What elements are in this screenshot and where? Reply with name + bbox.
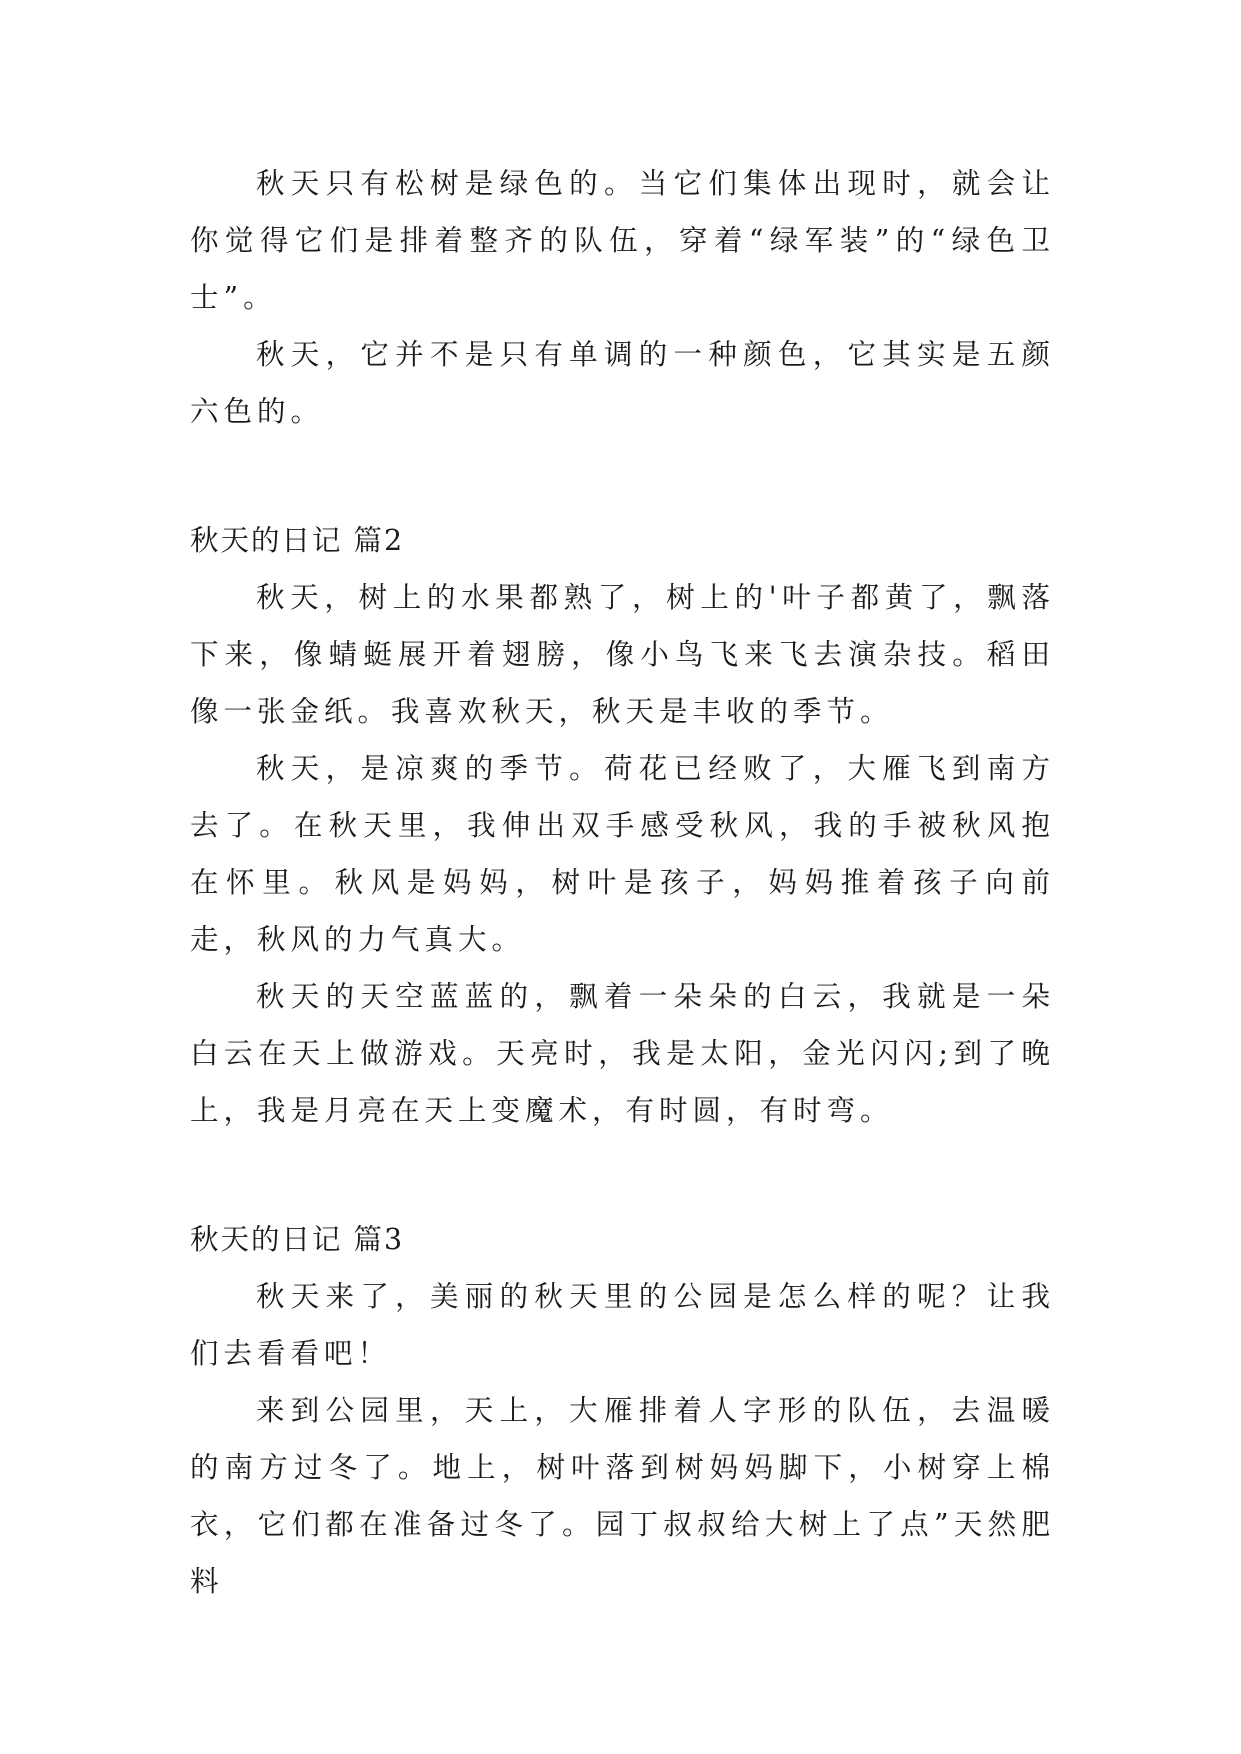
paragraph: 来到公园里，天上，大雁排着人字形的队伍，去温暖的南方过冬了。地上，树叶落到树妈妈脚下，小树穿上棉衣，它们都在准备过冬了。园丁叔叔给大树上了点”天然肥料	[190, 1394, 1055, 1598]
section-1	[190, 155, 1055, 440]
paragraph: 秋天的天空蓝蓝的，飘着一朵朵的白云，我就是一朵白云在天上做游戏。天亮时，我是太阳，金光闪闪;到了晚上，我是月亮在天上变魔术，有时圆，有时弯。	[190, 980, 1055, 1127]
paragraph: 秋天只有松树是绿色的。当它们集体出现时，就会让你觉得它们是排着整齐的队伍，穿着“绿军装”的“绿色卫士”。	[190, 167, 1055, 314]
paragraph: 秋天来了，美丽的秋天里的公园是怎么样的呢？让我们去看看吧！	[190, 1280, 1055, 1370]
paragraph: 秋天，树上的水果都熟了，树上的'叶子都黄了，飘落下来，像蜻蜓展开着翅膀，像小鸟飞来飞去演杂技。稻田像一张金纸。我喜欢秋天，秋天是丰收的季节。	[190, 581, 1055, 728]
section-3	[190, 1211, 1055, 1610]
section-2	[190, 512, 1055, 1139]
section-heading: 秋天的日记 篇3	[190, 1223, 405, 1256]
section-spacer	[190, 440, 1055, 512]
section-spacer	[190, 1139, 1055, 1211]
document-page	[190, 155, 1055, 1610]
paragraph: 秋天，是凉爽的季节。荷花已经败了，大雁飞到南方去了。在秋天里，我伸出双手感受秋风，我的手被秋风抱在怀里。秋风是妈妈，树叶是孩子，妈妈推着孩子向前走，秋风的力气真大。	[190, 752, 1055, 956]
section-heading: 秋天的日记 篇2	[190, 524, 405, 557]
paragraph: 秋天，它并不是只有单调的一种颜色，它其实是五颜六色的。	[190, 338, 1055, 428]
